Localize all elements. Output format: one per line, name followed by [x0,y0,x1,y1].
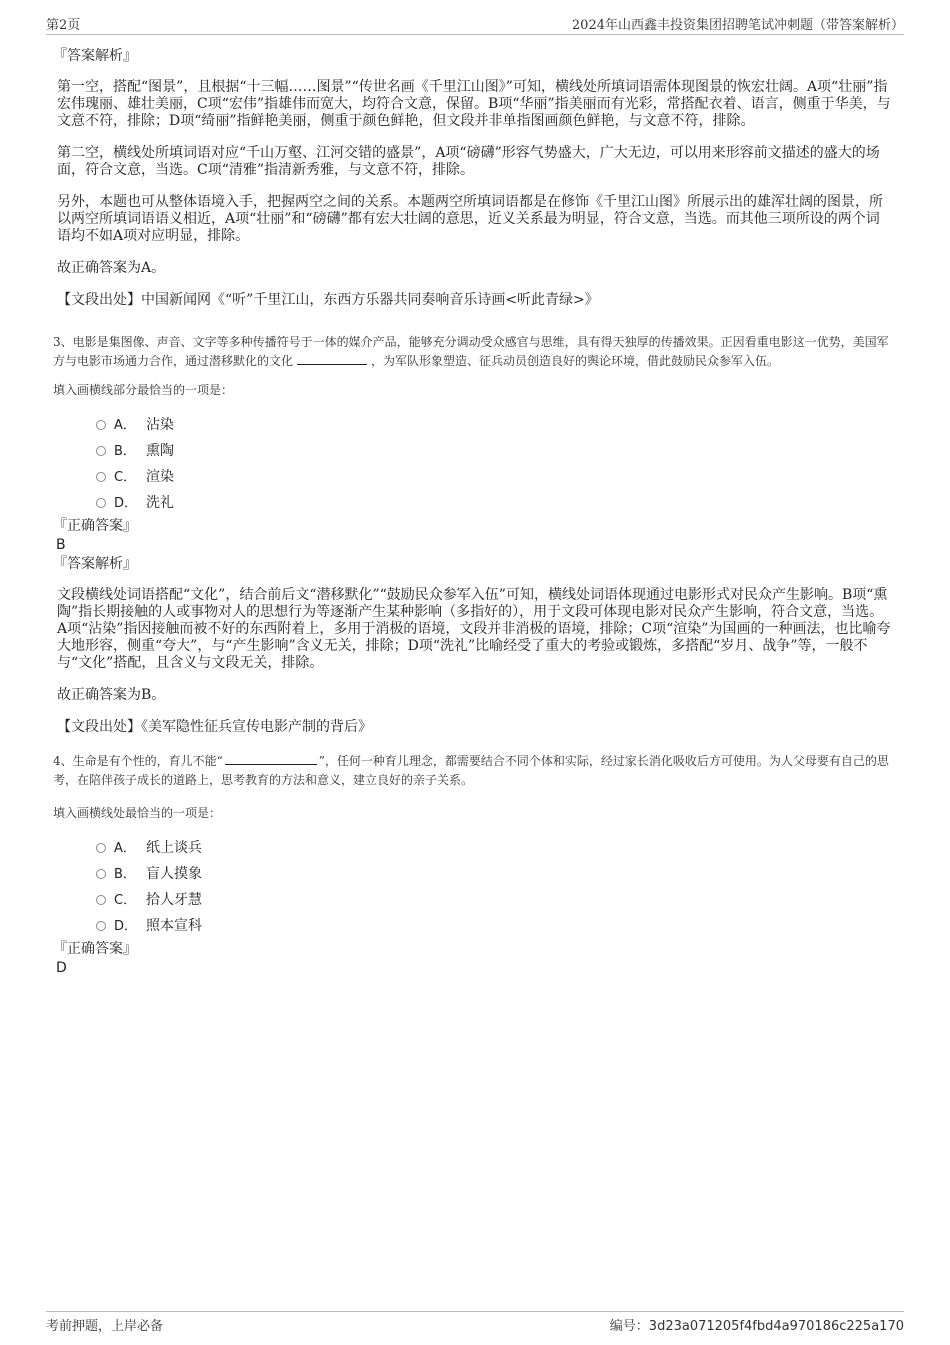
option-letter: A． [114,841,136,856]
q2-analysis-para1: 第一空，搭配“图景”，且根据“十三幅……图景”“传世名画《千里江山图》”可知，横线处所填词语需体现图景的恢宏壮阔。A项“壮丽”指宏伟瑰丽、雄壮美丽，C项“宏伟”指雄伟而宽大，均符合文意，保留。B项“华丽”指美丽而有光彩，常搭配衣着、语言，侧重于华美，与文意不符，排除；D项“绮丽”指鲜艳美丽，侧重于颜色鲜艳，但文段并非单指图画颜色鲜艳，与文意不符，排除。 [57,79,891,129]
footer-slogan: 考前押题，上岸必备 [46,1319,164,1334]
q4-option-a[interactable] [57,835,893,861]
radio-icon[interactable] [96,921,106,931]
option-text: 熏陶 [146,443,174,459]
option-text: 渲染 [146,469,174,485]
q4-answer: D [56,960,67,976]
radio-icon[interactable] [96,498,106,508]
document-id-value: 3d23a071205f4fbd4a970186c225a170 [648,1319,904,1334]
q4-blank [225,752,317,765]
q3-answer: B [56,537,66,553]
q4-stem-after: ”，任何一种育儿理念，都需要结合不同个体和实际，经过家长消化吸收后方可使用。为人父母要有自己的思考，在陪伴孩子成长的道路上，思考教育的方法和意义，建立良好的亲子关系。 [53,754,889,787]
q3-stem-before: 3、电影是集图像、声音、文字等多种传播符号于一体的媒介产品，能够充分调动受众感官与思维，具有得天独厚的传播效果。正因看重电影这一优势，美国军方与电影市场通力合作，通过潜移默化的文化 [53,335,889,368]
q3-correct-label: 『正确答案』 [53,518,137,534]
option-letter: D． [114,919,138,934]
radio-icon[interactable] [96,420,106,430]
radio-icon[interactable] [96,472,106,482]
q2-analysis-para3: 另外，本题也可从整体语境入手，把握两空之间的关系。本题两空所填词语都是在修饰《千里江山图》所展示出的雄浑壮阔的图景，所以两空所填词语语义相近，A项“壮丽”和“磅礴”都有宏大壮阔的意思，近义关系最为明显，符合文意，当选。而其他三项所设的两个词语均不如A项对应明显，排除。 [57,194,883,244]
q4-stem-before: 4、生命是有个性的，育儿不能“ [53,754,223,768]
radio-icon[interactable] [96,843,106,853]
q3-stem-after: ，为军队形象塑造、征兵动员创造良好的舆论环境，借此鼓励民众参军入伍。 [371,354,780,368]
radio-icon[interactable] [96,869,106,879]
document-id-label: 编号： [609,1319,649,1334]
q3-conclusion: 故正确答案为B。 [57,687,166,703]
q3-option-a[interactable] [57,412,893,438]
q4-prompt: 填入画横线处最恰当的一项是： [53,806,222,820]
q3-source: 【文段出处】《美军隐性征兵宣传电影产制的背后》 [57,719,372,735]
q2-conclusion: 故正确答案为A。 [57,260,166,276]
option-text: 盲人摸象 [146,866,202,882]
option-text: 拾人牙慧 [146,892,202,908]
option-letter: C． [114,893,137,908]
document-body [53,46,893,977]
q3-option-b[interactable] [57,438,893,464]
option-text: 洗礼 [146,495,174,511]
q3-option-d[interactable] [57,490,893,516]
option-text: 纸上谈兵 [146,840,202,856]
option-text: 照本宣科 [146,918,202,934]
q4-option-c[interactable] [57,887,893,913]
q4-correct-label: 『正确答案』 [53,941,137,957]
option-letter: B． [114,867,136,882]
option-text: 沾染 [146,417,174,433]
document-id [610,1315,904,1334]
option-letter: A． [114,418,136,433]
q4-option-d[interactable] [57,913,893,939]
q4-stem [53,752,893,790]
q2-analysis-label: 『答案解析』 [53,48,137,64]
option-letter: D． [114,496,138,511]
q3-options [57,412,893,516]
q3-analysis: 文段横线处词语搭配“文化”，结合前后文“潜移默化”“鼓励民众参军入伍”可知，横线处词语体现通过电影形式对民众产生影响。B项“熏陶”指长期接触的人或事物对人的思想行为等逐渐产生某种影响（多指好的），用于文段可体现电影对民众产生影响，符合文意，当选。A项“沾染”指因接触而被不好的东西附着上，多用于消极的语境，文段并非消极的语境，排除；C项“渲染”为国画的一种画法，也比喻夸大地形容，侧重“夸大”，与“产生影响”含义无关，排除；D项“洗礼”比喻经受了重大的考验或锻炼，多搭配“岁月、战争”等，一般不与“文化”搭配，且含义与文段无关，排除。 [57,587,891,671]
option-letter: B． [114,444,136,459]
q3-stem [53,333,893,371]
radio-icon[interactable] [96,446,106,456]
page-number: 第2页 [46,18,81,33]
document-title: 2024年山西鑫丰投资集团招聘笔试冲刺题（带答案解析） [571,18,904,33]
q2-analysis-para2: 第二空，横线处所填词语对应“千山万壑、江河交错的盛景”，A项“磅礴”形容气势盛大，广大无边，可以用来形容前文描述的盛大的场面，符合文意，当选。C项“清雅”指清新秀雅，与文意不符，排除。 [57,145,880,178]
q2-source: 【文段出处】中国新闻网《“听”千里江山，东西方乐器共同奏响音乐诗画<听此青绿>》 [57,292,599,308]
q3-prompt: 填入画横线部分最恰当的一项是： [53,383,234,397]
q3-blank [297,352,367,365]
q3-analysis-label: 『答案解析』 [53,556,137,572]
radio-icon[interactable] [96,895,106,905]
option-letter: C． [114,470,137,485]
q3-option-c[interactable] [57,464,893,490]
page-footer [46,1311,904,1334]
page-header [46,14,904,35]
q4-option-b[interactable] [57,861,893,887]
q4-options [57,835,893,939]
